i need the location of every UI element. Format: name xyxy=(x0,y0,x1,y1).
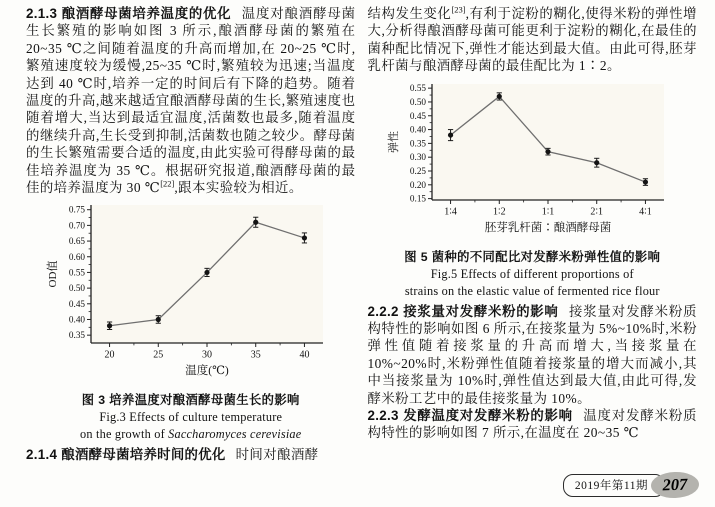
svg-text:0.40: 0.40 xyxy=(68,314,85,325)
citation-ref-23: [23] xyxy=(451,4,466,15)
svg-text:0.75: 0.75 xyxy=(68,205,85,216)
svg-text:0.35: 0.35 xyxy=(410,138,427,149)
section-2-1-4-body: 时间对酿酒酵 xyxy=(235,447,319,463)
species-name-italic: Saccharomyces cerevisiae xyxy=(168,427,302,442)
section-2-2-2-body: 接浆量对发酵米粉质构特性的影响如图 6 所示,在接浆量为 5%~10%时,米粉弹性值随着接浆量的升高而增大,当接浆量在 10%~20%时,米粉弹性值随着接浆量的增大而减小,其中当接浆量为 10%时,弹性值达到最大值,由此可得,发酵米粉工艺中的最佳接浆量为 10%。 xyxy=(367,303,697,406)
svg-text:0.15: 0.15 xyxy=(410,193,427,204)
svg-text:20: 20 xyxy=(104,349,115,361)
figure5-caption-en-line2: strains on the elastic value of fermented rice flour xyxy=(404,283,660,298)
figure3-line-chart xyxy=(26,198,356,385)
section-2-1-3-body-end: ,跟本实验较为相近。 xyxy=(174,180,303,196)
svg-text:OD值: OD值 xyxy=(46,261,59,288)
svg-text:1∶2: 1∶2 xyxy=(493,206,506,218)
svg-text:0.45: 0.45 xyxy=(410,110,427,121)
svg-text:0.25: 0.25 xyxy=(410,165,427,176)
svg-text:1∶1: 1∶1 xyxy=(541,206,555,218)
citation-ref-22: [22] xyxy=(160,178,175,189)
svg-text:0.45: 0.45 xyxy=(68,299,85,310)
svg-text:25: 25 xyxy=(153,349,164,361)
svg-text:0.70: 0.70 xyxy=(68,220,85,231)
figure3-caption-en-line1: Fig.3 Effects of culture temperature xyxy=(99,410,283,425)
left-column xyxy=(26,5,356,502)
page-footer xyxy=(563,472,699,498)
page-number: 207 xyxy=(662,474,688,495)
svg-text:0.20: 0.20 xyxy=(410,179,427,190)
journal-issue-label: 2019年第11期 xyxy=(574,479,648,492)
section-2-2-2-heading: 2.2.2 接浆量对发酵米粉的影响 xyxy=(367,303,559,319)
section-2-2-2-paragraph xyxy=(368,303,698,407)
section-2-1-4-heading: 2.1.4 酿酒酵母菌培养时间的优化 xyxy=(26,447,226,463)
figure5-line-chart xyxy=(368,77,698,242)
figure5-caption-en-line1: Fig.5 Effects of different proportions of xyxy=(430,266,634,281)
svg-text:0.35: 0.35 xyxy=(68,330,85,341)
svg-text:0.55: 0.55 xyxy=(68,267,85,278)
figure5-caption-cn: 图 5 菌种的不同配比对发酵米粉弹性值的影响 xyxy=(404,249,661,264)
svg-text:温度(℃): 温度(℃) xyxy=(184,365,229,378)
page-number-badge xyxy=(651,471,700,499)
continued-body-end: ,有利于淀粉的糊化,使得米粉的弹性增大,分析得酿酒酵母菌可能更利于淀粉的糊化,在最佳的菌种配比情况下,弹性才能达到最大值。由此可得,胚芽乳杆菌与酿酒酵母菌的最佳配比为 1∶2。 xyxy=(367,6,697,74)
svg-text:0.50: 0.50 xyxy=(410,96,427,107)
figure3-caption-cn: 图 3 培养温度对酿酒酵母菌生长的影响 xyxy=(81,393,300,408)
svg-text:0.65: 0.65 xyxy=(68,236,85,247)
continued-body: 结构发生变化 xyxy=(367,6,452,21)
svg-text:0.60: 0.60 xyxy=(68,252,85,263)
section-2-1-3-body: 温度对酿酒酵母菌生长繁殖的影响如图 3 所示,酿酒酵母菌的繁殖在 20~35 ℃之间随着温度的升高而增加,在 20~25 ℃时,繁殖速度较为缓慢,25~35 ℃时,繁殖较为迅速;当温度达到 40 ℃时,培养一定的时间后有下降的趋势。随着温度的升高,越来越适宜酿酒酵母菌的生长,繁殖速度也随着增大,当达到最适宜温度,活菌数也最多,随着温度的继续升高,生长受到抑制,活菌数也随之较少。酵母菌的生长繁殖需要合适的温度,由此实验可得酵母菌的最佳培养温度为 35 ℃。根据研究报道,酿酒酵母菌的最佳的培养温度为 30 ℃ xyxy=(26,6,356,196)
right-column xyxy=(368,5,698,502)
svg-text:0.30: 0.30 xyxy=(410,151,427,162)
svg-text:40: 40 xyxy=(299,349,310,361)
svg-text:4∶1: 4∶1 xyxy=(639,206,652,218)
svg-text:30: 30 xyxy=(201,349,212,361)
figure3-caption-en-line2: on the growth of Saccharomyces cerevisiae xyxy=(80,427,302,442)
section-2-1-4-paragraph xyxy=(26,446,356,463)
section-2-1-3-heading: 2.1.3 酿酒酵母菌培养温度的优化 xyxy=(26,6,232,21)
svg-text:35: 35 xyxy=(250,349,261,361)
section-2-2-3-body: 温度对发酵米粉质构特性的影响如图 7 所示,在温度在 20~35 ℃ xyxy=(367,408,697,441)
svg-text:胚芽乳杆菌∶酿酒酵母菌: 胚芽乳杆菌∶酿酒酵母菌 xyxy=(485,221,612,234)
svg-text:弹性: 弹性 xyxy=(388,130,401,153)
section-2-1-3-paragraph xyxy=(26,5,356,196)
svg-text:0.50: 0.50 xyxy=(68,283,85,294)
journal-issue-badge xyxy=(563,474,665,497)
section-2-2-3-heading: 2.2.3 发酵温度对发酵米粉的影响 xyxy=(367,408,573,424)
svg-text:2∶1: 2∶1 xyxy=(590,206,604,218)
svg-text:1∶4: 1∶4 xyxy=(444,206,458,218)
svg-text:0.55: 0.55 xyxy=(410,82,427,93)
section-2-2-3-paragraph xyxy=(368,407,698,442)
continued-paragraph xyxy=(368,5,698,75)
svg-text:0.40: 0.40 xyxy=(410,124,427,135)
